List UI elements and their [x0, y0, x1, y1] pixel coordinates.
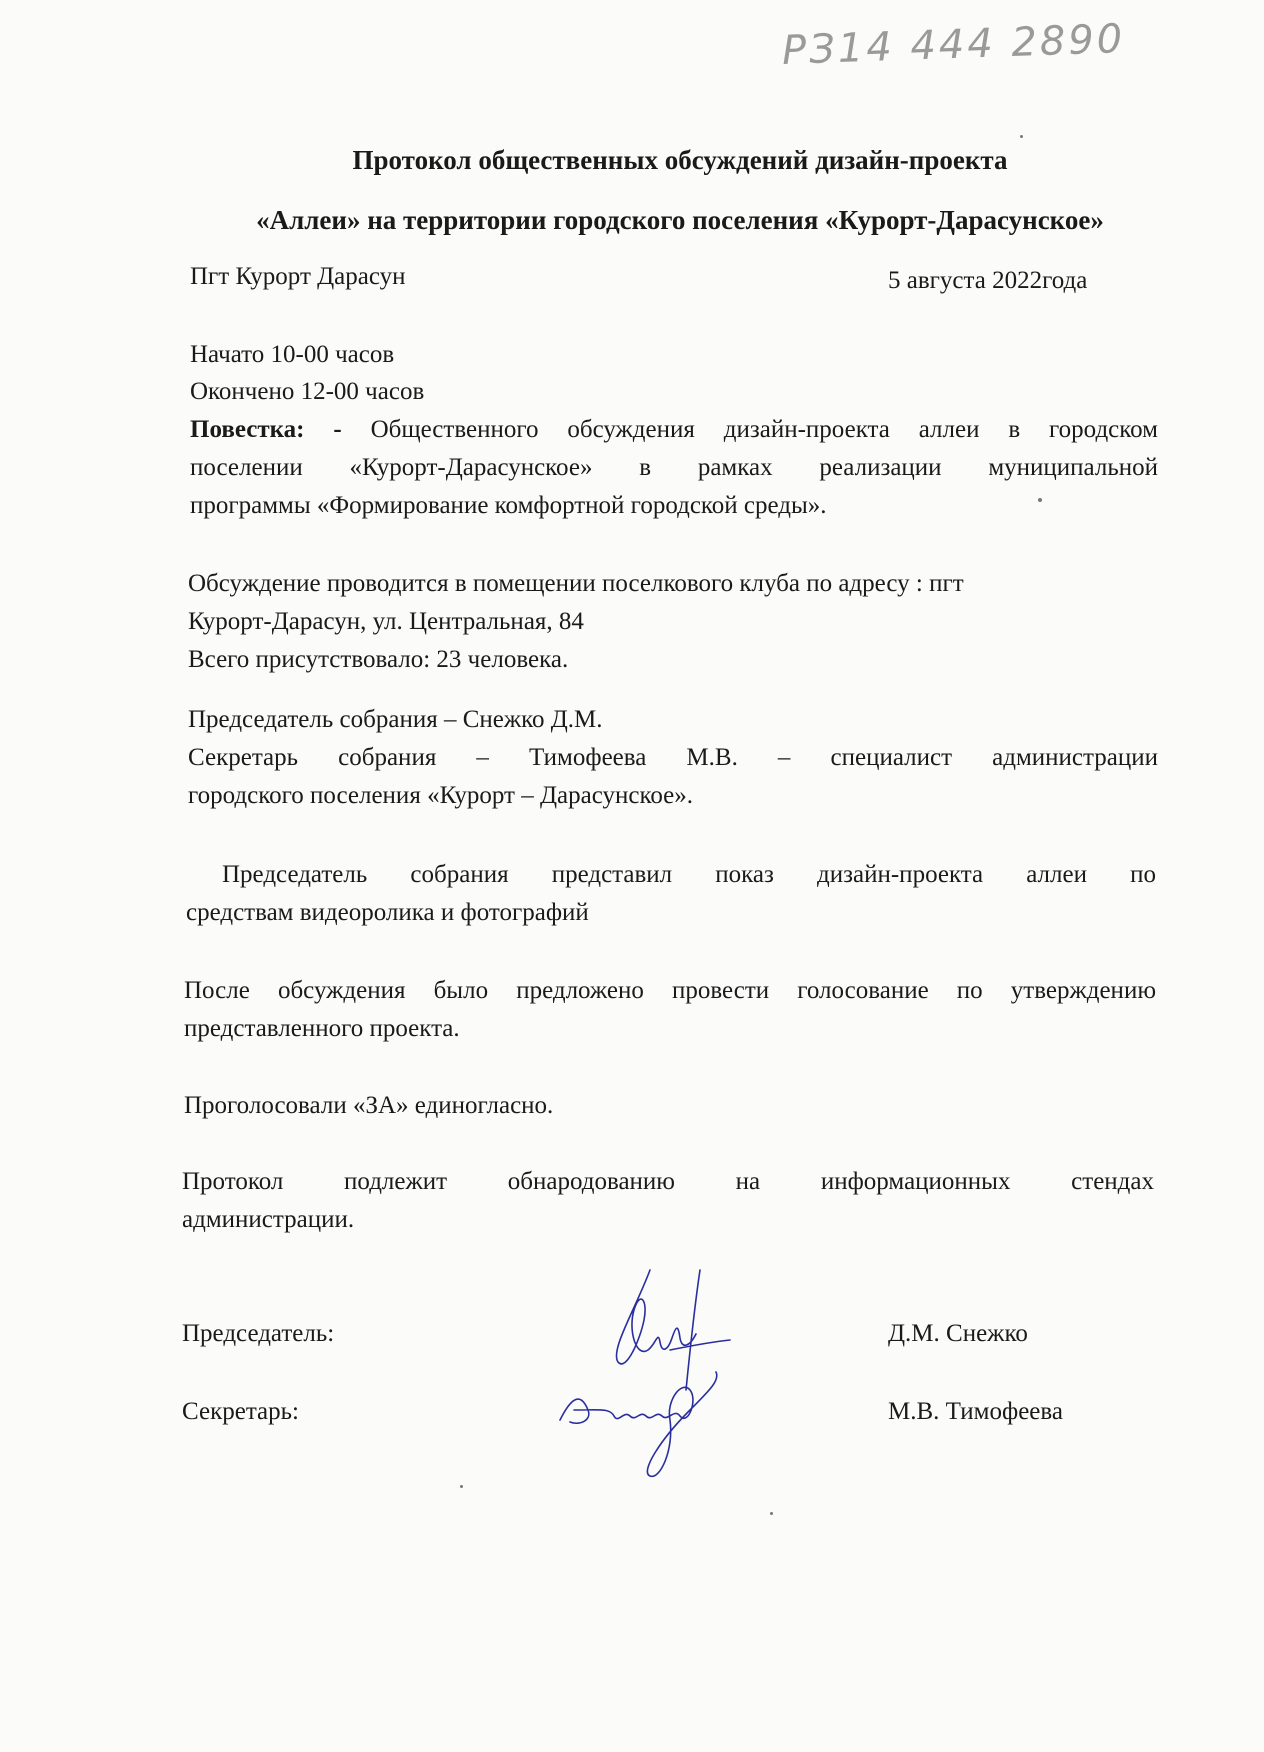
- publication: [182, 1163, 1154, 1239]
- signature-secretary-label: Секретарь:: [182, 1398, 299, 1425]
- signature-chairman-name: Д.М. Снежко: [888, 1320, 1028, 1347]
- agenda-label: Повестка: -: [190, 416, 342, 443]
- handwritten-registration-number: РЗ14 444 2890: [781, 16, 1126, 74]
- attendance: Всего присутствовало: 23 человека.: [188, 646, 569, 673]
- vote-proposal-line-2: представленного проекта.: [184, 1015, 460, 1042]
- vote-proposal-line-1: После обсуждения было предложено провести голосование по утверждению: [184, 977, 1156, 1004]
- presentation-line-1: Председатель собрания представил показ дизайн-проекта аллеи по: [222, 861, 1156, 888]
- date: 5 августа 2022года: [888, 267, 1088, 294]
- scan-speck: [1038, 498, 1042, 502]
- publication-line-1: Протокол подлежит обнародованию на информационных стендах: [182, 1168, 1154, 1195]
- signature-secretary-name: М.В. Тимофеева: [888, 1398, 1063, 1425]
- secretary-line-2: городского поселения «Курорт – Дарасунское».: [188, 782, 693, 809]
- vote-result: Проголосовали «ЗА» единогласно.: [184, 1092, 554, 1119]
- venue-line-2: Курорт-Дарасун, ул. Центральная, 84: [188, 608, 584, 635]
- publication-line-2: администрации.: [182, 1206, 355, 1233]
- document-title-line-2: «Аллеи» на территории городского поселения «Курорт-Дарасунское»: [256, 205, 1104, 235]
- agenda-line-1: Повестка: - Общественного обсуждения дизайн-проекта аллеи в городском: [190, 416, 1158, 443]
- secretary: [188, 739, 1158, 815]
- handwritten-signatures: [540, 1250, 780, 1500]
- scan-speck: [1020, 135, 1023, 138]
- agenda-line-3: программы «Формирование комфортной городской среды».: [190, 492, 827, 519]
- secretary-signature: [560, 1372, 717, 1476]
- scan-speck: [770, 1512, 773, 1515]
- end-time: Окончено 12-00 часов: [190, 378, 425, 405]
- chairman-signature: [616, 1270, 730, 1390]
- place: Пгт Курорт Дарасун: [190, 263, 406, 290]
- signature-chairman-label: Председатель:: [182, 1320, 335, 1347]
- start-time: Начато 10-00 часов: [190, 341, 395, 368]
- venue-line-1: Обсуждение проводится в помещении поселкового клуба по адресу : пгт: [188, 570, 964, 597]
- secretary-line-1: Секретарь собрания – Тимофеева М.В. – специалист администрации: [188, 744, 1158, 771]
- scan-speck: [460, 1485, 463, 1488]
- document-title-line-1: Протокол общественных обсуждений дизайн-проекта: [352, 145, 1008, 175]
- agenda: [190, 411, 1158, 525]
- agenda-line-2: поселении «Курорт-Дарасунское» в рамках реализации муниципальной: [190, 454, 1158, 481]
- vote-proposal: [184, 972, 1156, 1048]
- chairman: Председатель собрания – Снежко Д.М.: [188, 706, 603, 733]
- presentation-line-2: средствам видеоролика и фотографий: [186, 899, 589, 926]
- presentation: [186, 856, 1156, 932]
